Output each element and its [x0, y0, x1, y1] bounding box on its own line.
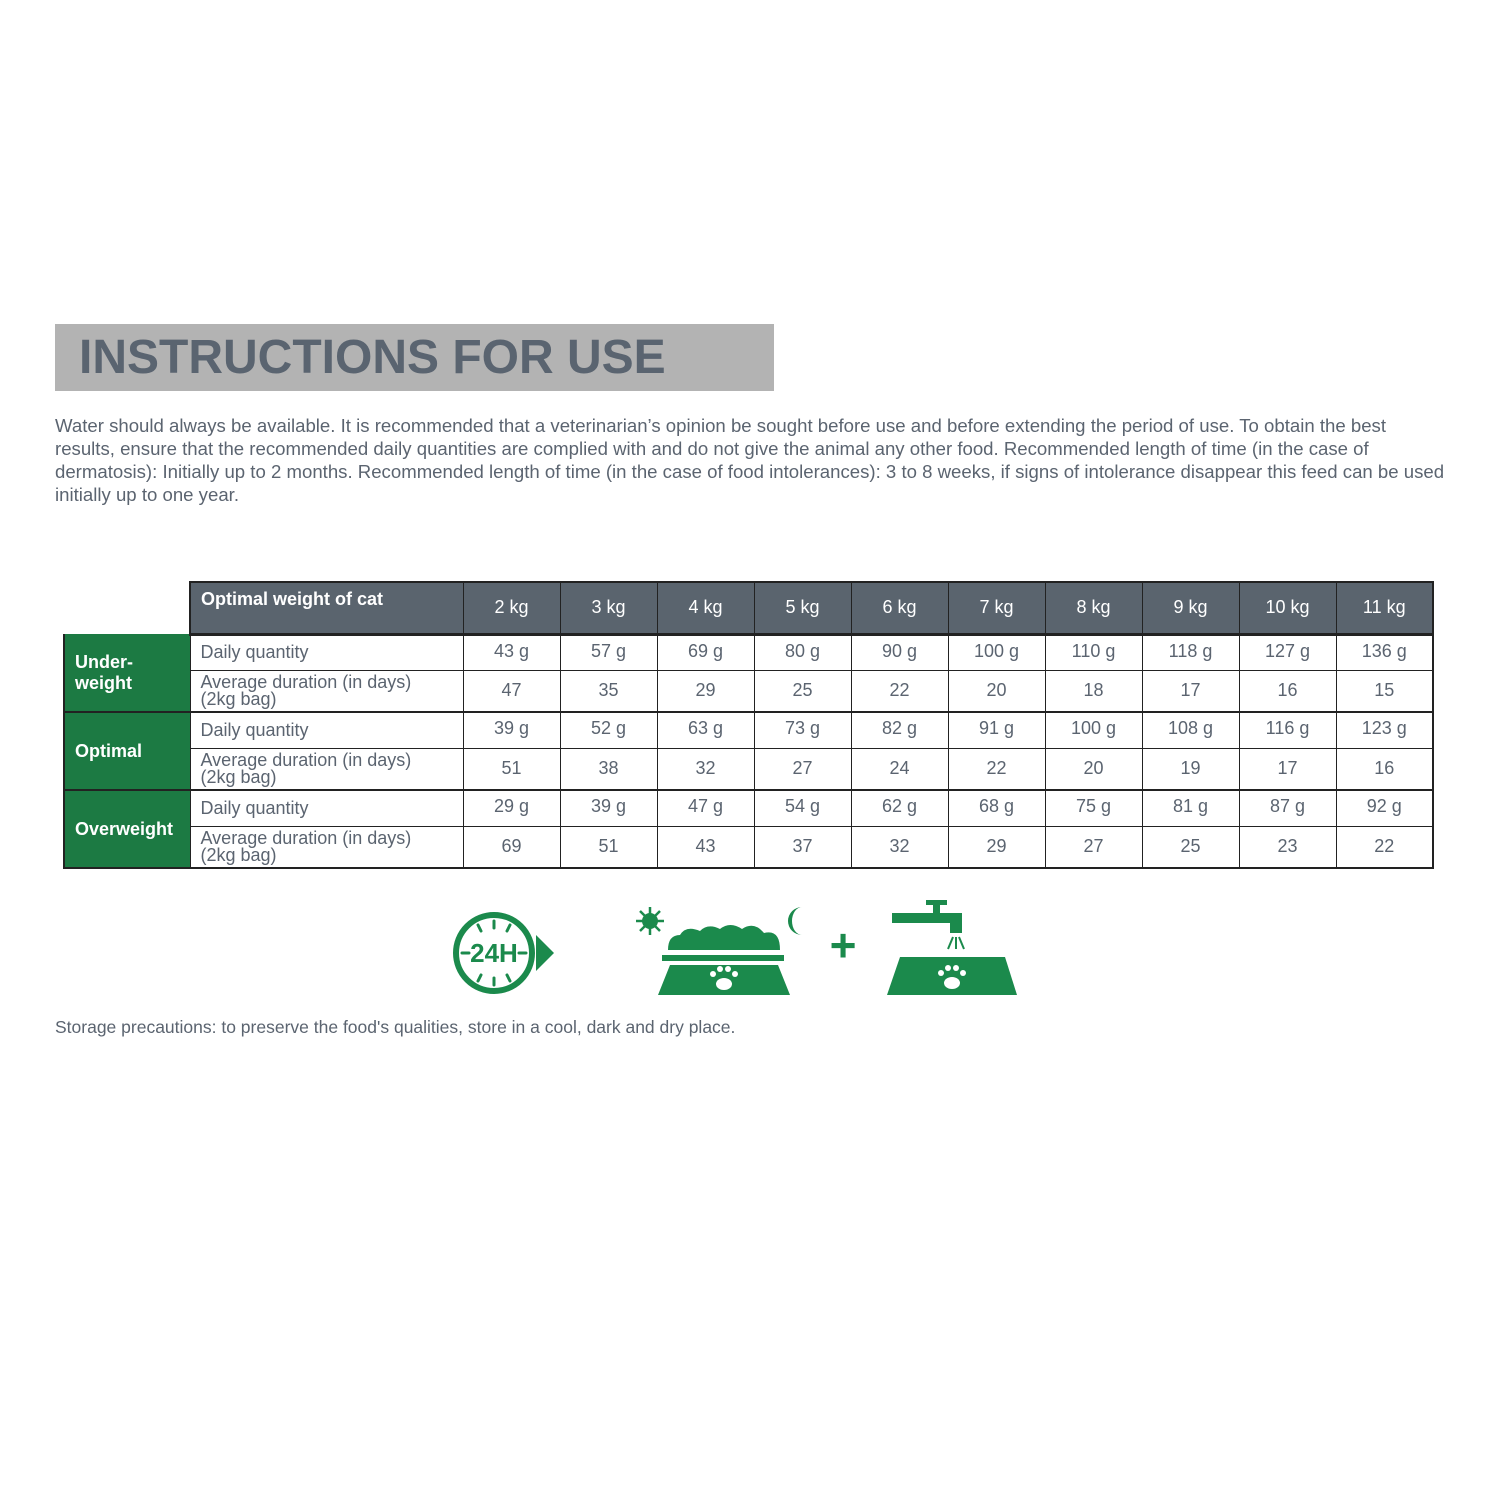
table-cell: 63 g — [657, 712, 754, 748]
page-title: INSTRUCTIONS FOR USE — [79, 331, 666, 384]
table-cell: 51 — [560, 826, 657, 868]
table-cell: 38 — [560, 748, 657, 790]
weight-header: 7 kg — [948, 582, 1045, 634]
table-cell: 123 g — [1336, 712, 1433, 748]
table-cell: 51 — [463, 748, 560, 790]
table-cell: 80 g — [754, 634, 851, 670]
table-cell: 27 — [754, 748, 851, 790]
moon-icon — [788, 907, 802, 935]
table-row — [64, 634, 1433, 670]
row-label: Daily quantity — [190, 790, 463, 826]
table-cell: 19 — [1142, 748, 1239, 790]
row-label: Average duration (in days) (2kg bag) — [190, 748, 463, 790]
table-cell: 17 — [1142, 670, 1239, 712]
table-cell: 116 g — [1239, 712, 1336, 748]
table-cell: 100 g — [1045, 712, 1142, 748]
table-cell: 29 — [657, 670, 754, 712]
table-cell: 20 — [1045, 748, 1142, 790]
table-cell: 82 g — [851, 712, 948, 748]
plus-icon: + — [829, 919, 857, 971]
table-cell: 73 g — [754, 712, 851, 748]
table-cell: 25 — [754, 670, 851, 712]
table-cell: 35 — [560, 670, 657, 712]
table-cell: 92 g — [1336, 790, 1433, 826]
24h-clock-icon — [456, 915, 554, 991]
table-cell: 118 g — [1142, 634, 1239, 670]
table-row — [64, 712, 1433, 748]
table-cell: 47 g — [657, 790, 754, 826]
table-header-row — [64, 582, 1433, 634]
table-cell: 69 g — [657, 634, 754, 670]
icons-svg — [450, 895, 1030, 1005]
header-blank-cell — [64, 582, 190, 634]
title-banner — [55, 324, 774, 391]
header-label: Optimal weight of cat — [190, 582, 463, 634]
group-label: Overweight — [64, 790, 190, 868]
weight-header: 6 kg — [851, 582, 948, 634]
table-cell: 24 — [851, 748, 948, 790]
weight-header: 2 kg — [463, 582, 560, 634]
row-label: Average duration (in days) (2kg bag) — [190, 826, 463, 868]
weight-header: 5 kg — [754, 582, 851, 634]
table-cell: 57 g — [560, 634, 657, 670]
table-cell: 47 — [463, 670, 560, 712]
table-cell: 81 g — [1142, 790, 1239, 826]
row-label: Daily quantity — [190, 634, 463, 670]
table-cell: 69 — [463, 826, 560, 868]
water-tap-icon — [892, 900, 964, 949]
table-row — [64, 670, 1433, 712]
sun-icon — [636, 907, 664, 935]
water-bowl-icon — [887, 957, 1017, 995]
table-cell: 22 — [948, 748, 1045, 790]
table-cell: 62 g — [851, 790, 948, 826]
table-row — [64, 790, 1433, 826]
table-cell: 15 — [1336, 670, 1433, 712]
table-cell: 37 — [754, 826, 851, 868]
weight-header: 8 kg — [1045, 582, 1142, 634]
table-cell: 17 — [1239, 748, 1336, 790]
table-cell: 22 — [1336, 826, 1433, 868]
intro-paragraph: Water should always be available. It is recommended that a veterinarian’s opinion be sought before use and before extending the period of use. To obtain the best results, ensure that the recommended daily quantities are complied with and do not give the animal any other food. Recommended length of time (in the case of dermatosis): Initially up to 2 months. Recommended length of time (in the case of food intolerances): 3 to 8 weeks, if signs of intolerance disappear this feed can be used initially up to one year. — [55, 415, 1445, 505]
table-cell: 20 — [948, 670, 1045, 712]
weight-header: 4 kg — [657, 582, 754, 634]
table-row — [64, 826, 1433, 868]
table-row — [64, 748, 1433, 790]
table-cell: 16 — [1336, 748, 1433, 790]
storage-note: Storage precautions: to preserve the food's qualities, store in a cool, dark and dry place. — [55, 1017, 736, 1037]
table-cell: 43 — [657, 826, 754, 868]
food-bowl-icon — [658, 925, 790, 995]
table-cell: 29 g — [463, 790, 560, 826]
table-cell: 32 — [657, 748, 754, 790]
table-cell: 68 g — [948, 790, 1045, 826]
table-cell: 39 g — [560, 790, 657, 826]
table-cell: 110 g — [1045, 634, 1142, 670]
weight-header: 11 kg — [1336, 582, 1433, 634]
table-cell: 32 — [851, 826, 948, 868]
table-cell: 27 — [1045, 826, 1142, 868]
group-label: Under- weight — [64, 634, 190, 712]
table-cell: 29 — [948, 826, 1045, 868]
table-cell: 75 g — [1045, 790, 1142, 826]
table-cell: 39 g — [463, 712, 560, 748]
table-cell: 91 g — [948, 712, 1045, 748]
table-cell: 16 — [1239, 670, 1336, 712]
table-cell: 90 g — [851, 634, 948, 670]
table-cell: 22 — [851, 670, 948, 712]
table-cell: 25 — [1142, 826, 1239, 868]
table-cell: 108 g — [1142, 712, 1239, 748]
row-label: Daily quantity — [190, 712, 463, 748]
weight-header: 10 kg — [1239, 582, 1336, 634]
table-cell: 87 g — [1239, 790, 1336, 826]
feeding-icons — [450, 895, 1030, 1005]
svg-text:24H: 24H — [470, 938, 518, 968]
table-cell: 52 g — [560, 712, 657, 748]
table-cell: 18 — [1045, 670, 1142, 712]
table-cell: 54 g — [754, 790, 851, 826]
weight-header: 9 kg — [1142, 582, 1239, 634]
table-cell: 136 g — [1336, 634, 1433, 670]
table-cell: 23 — [1239, 826, 1336, 868]
row-label: Average duration (in days) (2kg bag) — [190, 670, 463, 712]
feeding-table — [63, 581, 1434, 869]
table-cell: 43 g — [463, 634, 560, 670]
weight-header: 3 kg — [560, 582, 657, 634]
group-label: Optimal — [64, 712, 190, 790]
table-cell: 100 g — [948, 634, 1045, 670]
table-cell: 127 g — [1239, 634, 1336, 670]
